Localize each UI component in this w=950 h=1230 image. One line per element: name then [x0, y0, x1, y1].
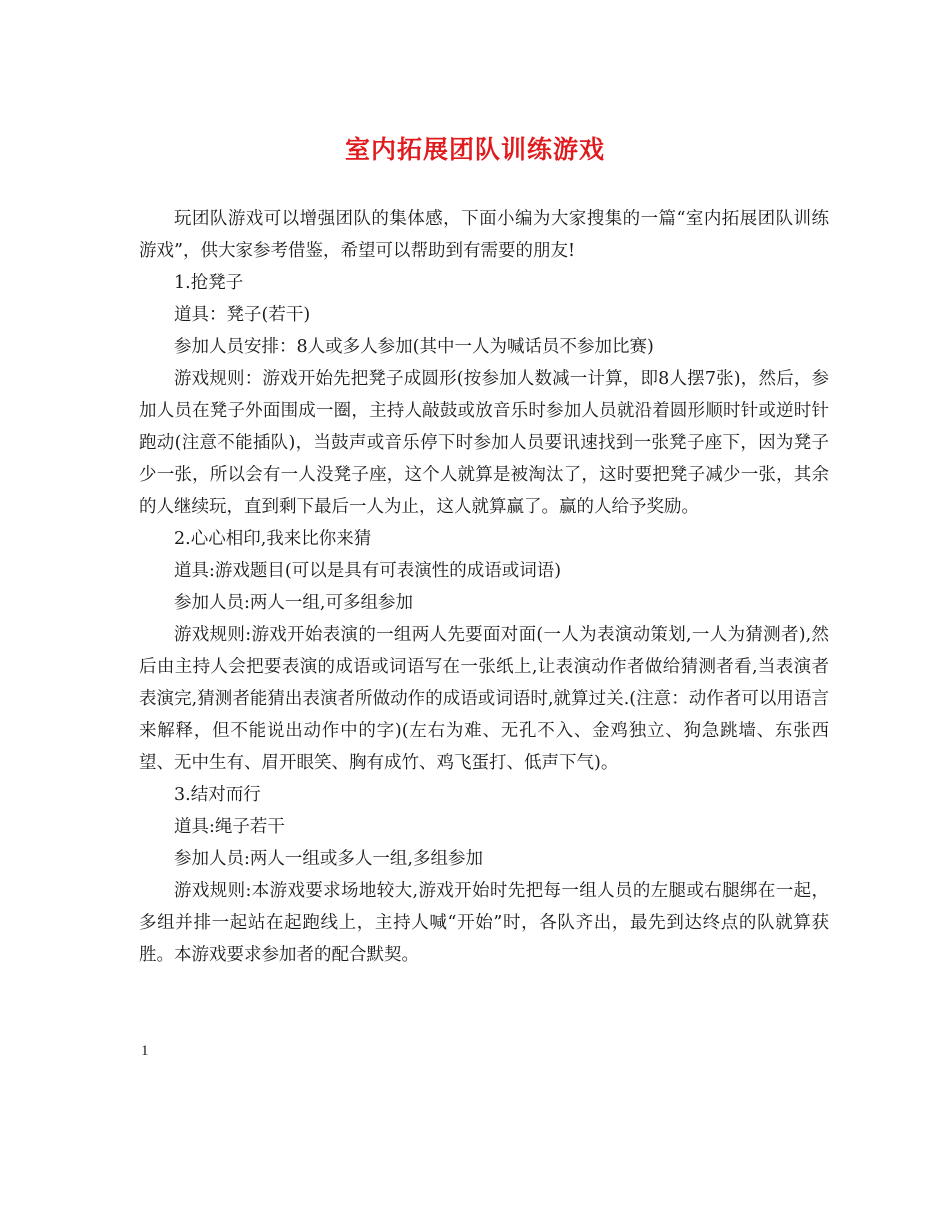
section-heading-3: 3.结对而行 — [174, 785, 261, 805]
props-line-2: 道具:游戏题目(可以是具有可表演性的成语或词语) — [174, 561, 562, 581]
props-line-1: 道具：凳子(若干) — [174, 305, 311, 325]
participants-line-1: 参加人员安排：8人或多人参加(其中一人为喊话员不参加比赛) — [174, 337, 654, 357]
rules-paragraph-2: 游戏规则:游戏开始表演的一组两人先要面对面(一人为表演动策划,一人为猜测者),然后由主持人会把要表演的成语或词语写在一张纸上,让表演动作者做给猜测者看,当表演者表演完,猜测者能猜出表演者所做动作的成语或词语时,就算过关.(注意：动作者可以用语言来解释，但不能说出动作中的字)(左右为难、无孔不入、金鸡独立、狗急跳墙、东张西望、无中生有、眉开眼笑、胸有成竹、鸡飞蛋打、低声下气)。 — [139, 625, 829, 773]
rules-paragraph-1: 游戏规则：游戏开始先把凳子成圆形(按参加人数减一计算，即8人摆7张)，然后，参加人员在凳子外面围成一圈，主持人敲鼓或放音乐时参加人员就沿着圆形顺时针或逆时针跑动(注意不能插队)，当鼓声或音乐停下时参加人员要讯速找到一张凳子座下，因为凳子少一张，所以会有一人没凳子座，这个人就算是被淘汰了，这时要把凳子减少一张，其余的人继续玩，直到剩下最后一人为止，这人就算赢了。赢的人给予奖励。 — [139, 369, 829, 517]
intro-paragraph: 玩团队游戏可以增强团队的集体感，下面小编为大家搜集的一篇“室内拓展团队训练游戏”，供大家参考借鉴，希望可以帮助到有需要的朋友! — [139, 209, 829, 261]
props-line-3: 道具:绳子若干 — [174, 817, 285, 837]
page-number: 1 — [141, 1043, 149, 1059]
document-title: 室内拓展团队训练游戏 — [344, 135, 605, 164]
rules-paragraph-3: 游戏规则:本游戏要求场地较大,游戏开始时先把每一组人员的左腿或右腿绑在一起，多组并排一起站在起跑线上，主持人喊“开始”时，各队齐出，最先到达终点的队就算获胜。本游戏要求参加者的配合默契。 — [139, 881, 829, 965]
section-heading-2: 2.心心相印,我来比你来猜 — [174, 529, 372, 549]
document-body — [139, 203, 829, 971]
participants-line-2: 参加人员:两人一组,可多组参加 — [174, 593, 413, 613]
section-heading-1: 1.抢凳子 — [174, 273, 244, 293]
participants-line-3: 参加人员:两人一组或多人一组,多组参加 — [174, 849, 483, 869]
